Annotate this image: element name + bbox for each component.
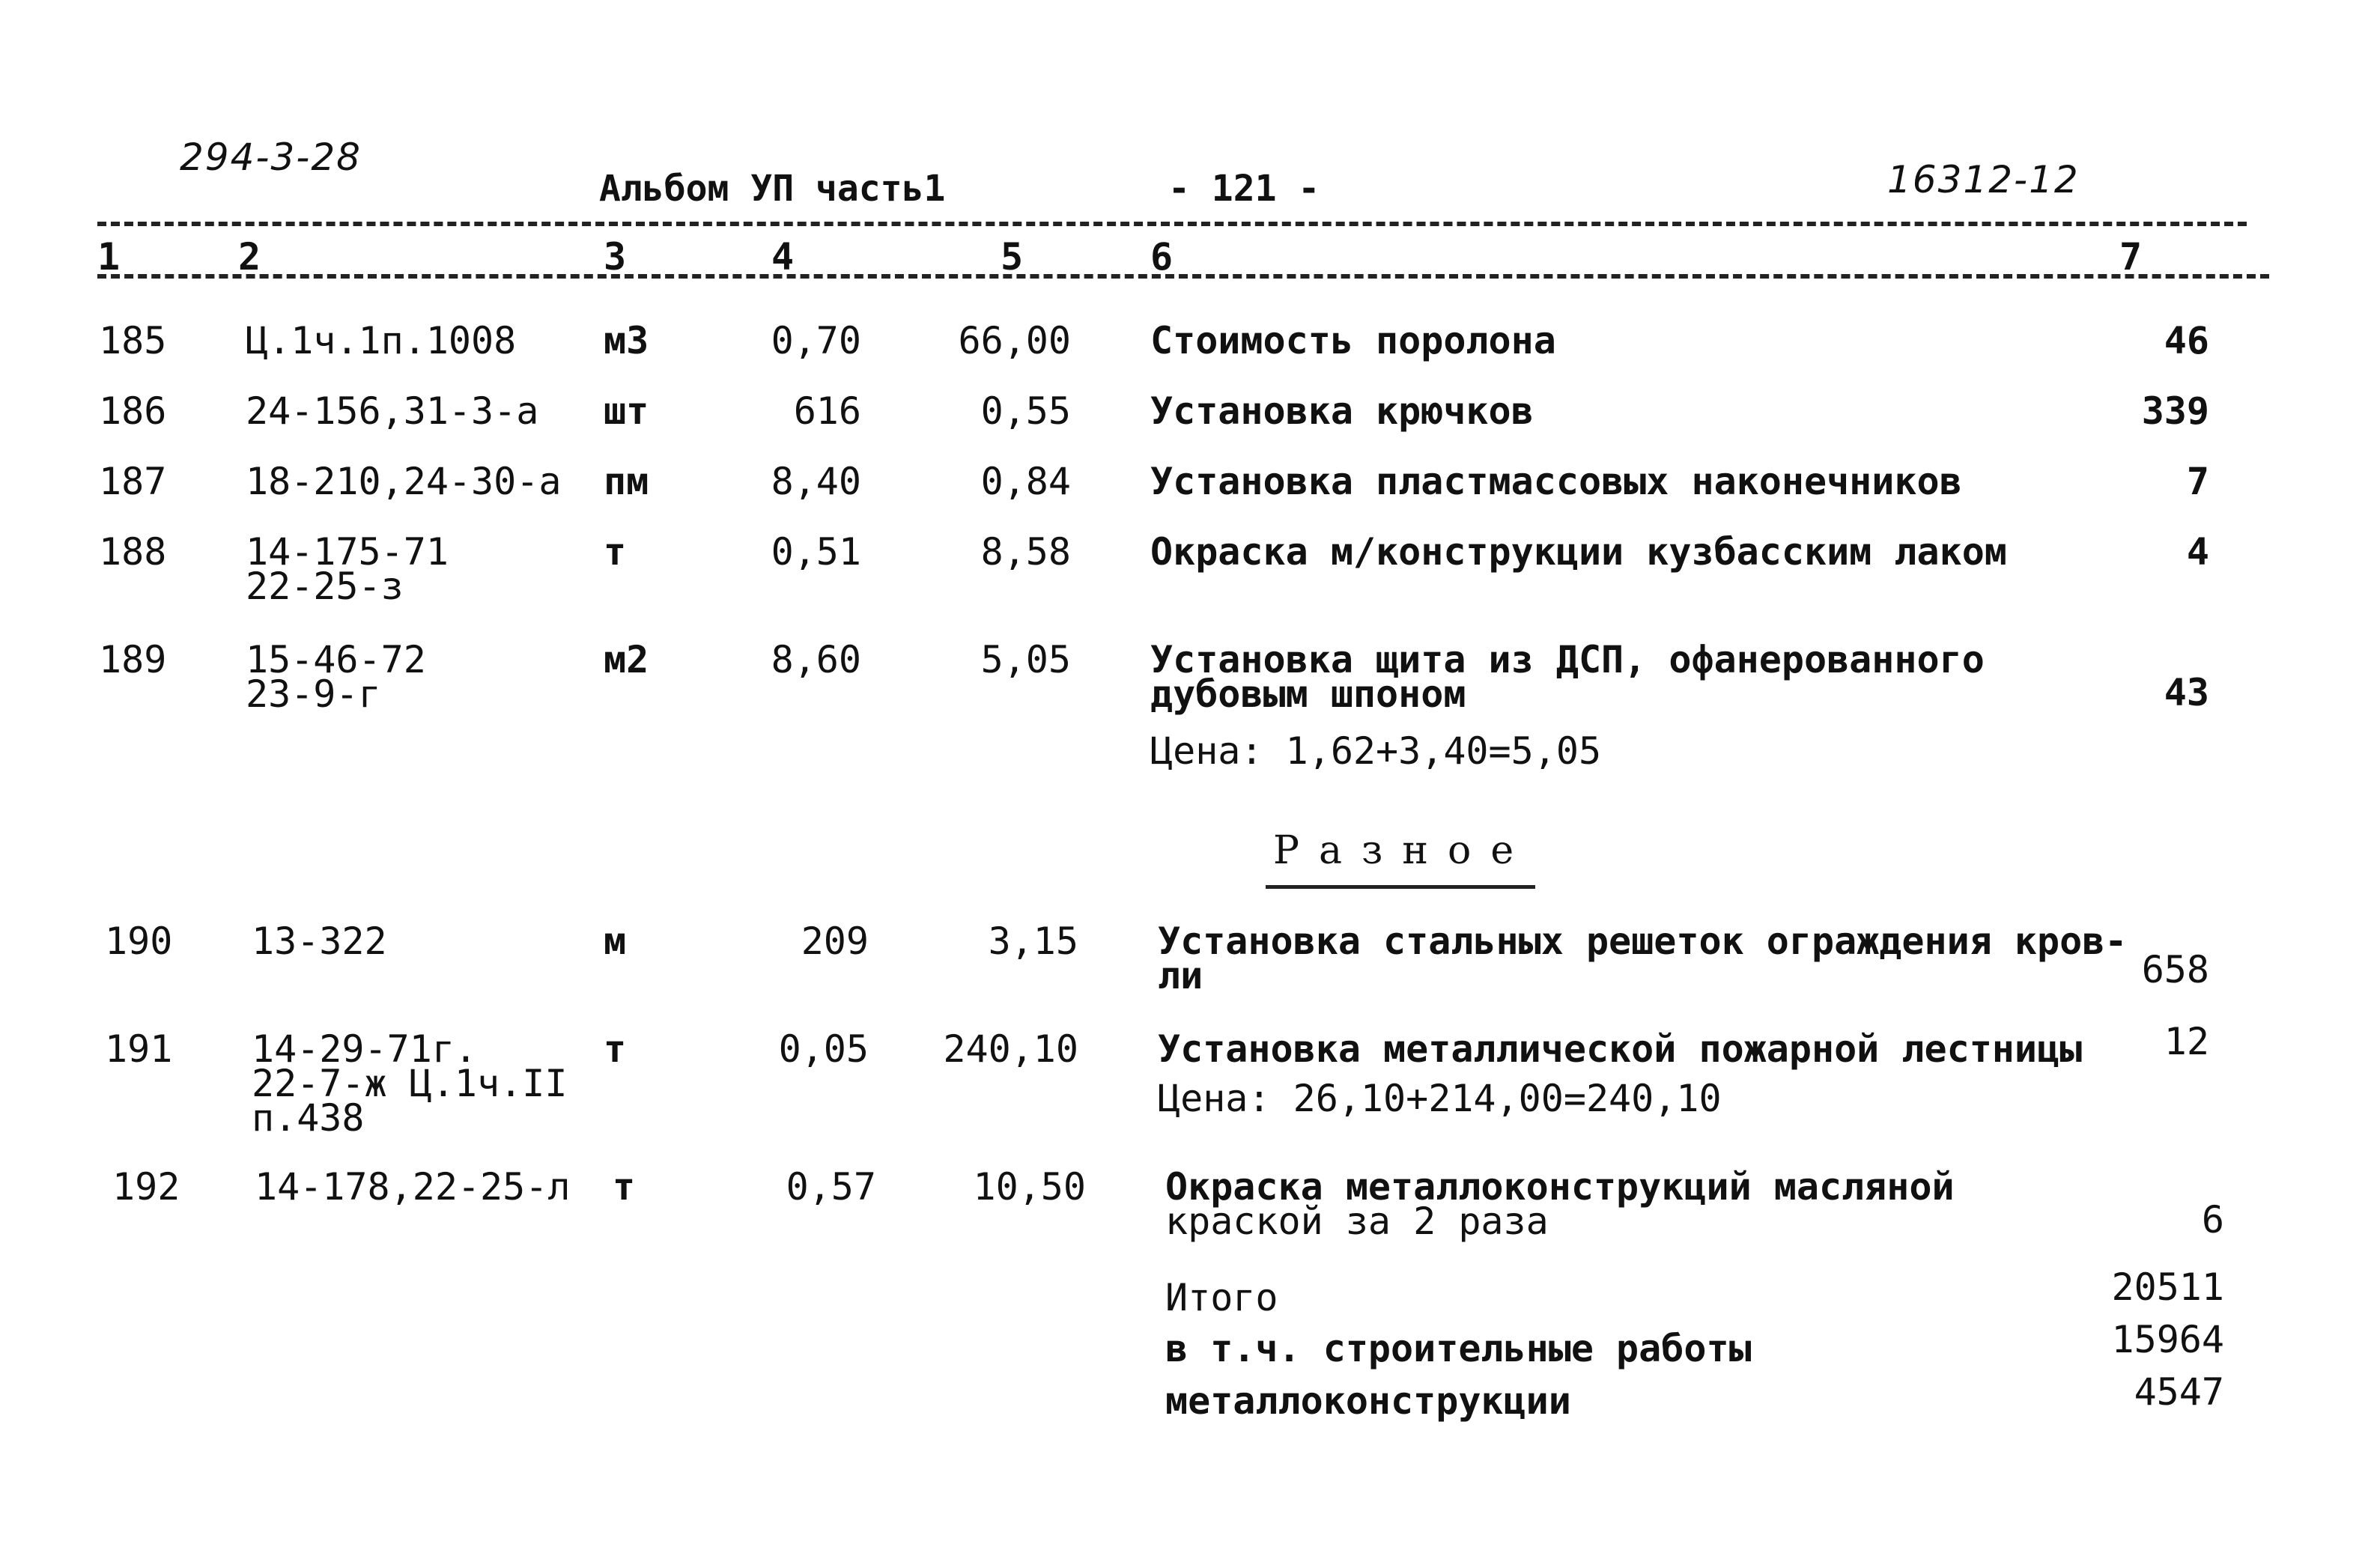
construction-works-label: в т.ч. строительные работы: [1165, 1327, 1752, 1370]
section-heading-underline: [1266, 885, 1535, 889]
album-title: Альбом УП часть1: [599, 168, 946, 210]
rate-code-line: 22-25-з: [246, 565, 404, 608]
work-description: Окраска м/конструкции кузбасским лаком: [1150, 530, 2007, 574]
quantity: 0,70: [771, 319, 861, 362]
unit-price: 3,15: [988, 920, 1078, 963]
total-cost: 658: [2141, 948, 2209, 991]
rate-code: Ц.1ч.1п.1008: [246, 319, 517, 362]
row-number: 187: [99, 460, 167, 503]
total-cost: 339: [2141, 389, 2209, 433]
unit-price: 8,58: [980, 530, 1071, 574]
rate-code-line: 23-9-г: [246, 672, 381, 716]
quantity: 0,51: [771, 530, 861, 574]
column-7-label: 7: [2119, 235, 2143, 279]
work-description: Установка крючков: [1150, 389, 1534, 433]
column-6-label: 6: [1150, 235, 1174, 279]
section-heading: Разное: [1273, 828, 1534, 873]
unit: м3: [604, 319, 649, 362]
header-rule: [97, 222, 2247, 226]
column-number-rule: [97, 274, 2269, 279]
total-cost: 4: [2186, 530, 2209, 574]
unit-price: 0,84: [980, 460, 1071, 503]
quantity: 0,05: [778, 1027, 869, 1071]
unit: т: [613, 1165, 636, 1209]
grand-total: 20511: [2111, 1265, 2224, 1309]
row-number: 185: [99, 319, 167, 362]
row-number: 188: [99, 530, 167, 574]
rate-code: 18-210,24-30-а: [246, 460, 562, 503]
unit: шт: [604, 389, 649, 433]
unit-price: 66,00: [958, 319, 1071, 362]
unit-price: 240,10: [943, 1027, 1078, 1071]
rate-code: 14-178,22-25-л: [255, 1165, 571, 1209]
work-description-line: ли: [1158, 954, 1203, 997]
work-description-line: краской за 2 раза: [1165, 1200, 1549, 1243]
row-number: 192: [112, 1165, 180, 1209]
page-number: - 121 -: [1168, 168, 1320, 210]
column-1-label: 1: [97, 235, 121, 279]
rate-code-line: п.438: [252, 1096, 365, 1140]
unit: пм: [604, 460, 649, 503]
rate-code: 14-29-71г.: [252, 1027, 478, 1071]
work-description: Установка щита из ДСП, офанерованного: [1150, 638, 1985, 681]
rate-code: 14-175-71: [246, 530, 449, 574]
metal-structures-total: 4547: [2134, 1370, 2224, 1414]
construction-works-total: 15964: [2111, 1318, 2224, 1361]
total-cost: 6: [2201, 1198, 2224, 1242]
work-description: Стоимость поролона: [1150, 319, 1556, 362]
row-number: 190: [105, 920, 173, 963]
price-note: Цена: 26,10+214,00=240,10: [1158, 1077, 1722, 1120]
row-number: 189: [99, 638, 167, 681]
unit-price: 10,50: [973, 1165, 1086, 1209]
metal-structures-label: металлоконструкции: [1165, 1379, 1571, 1423]
price-note: Цена: 1,62+3,40=5,05: [1150, 729, 1602, 773]
total-label: Итого: [1165, 1276, 1278, 1319]
quantity: 209: [801, 920, 869, 963]
total-cost: 43: [2164, 671, 2209, 714]
unit: т: [604, 530, 627, 574]
total-cost: 46: [2164, 319, 2209, 362]
unit: м: [604, 920, 627, 963]
work-description: Установка металлической пожарной лестницы: [1158, 1027, 2083, 1071]
quantity: 8,40: [771, 460, 861, 503]
document-code: 294-3-28: [180, 136, 362, 179]
rate-code: 24-156,31-3-а: [246, 389, 539, 433]
unit-price: 0,55: [980, 389, 1071, 433]
column-3-label: 3: [604, 235, 627, 279]
inventory-number: 16312-12: [1887, 158, 2080, 201]
rate-code-line: 22-7-ж Ц.1ч.II: [252, 1062, 568, 1105]
quantity: 8,60: [771, 638, 861, 681]
row-number: 191: [105, 1027, 173, 1071]
column-4-label: 4: [771, 235, 795, 279]
row-number: 186: [99, 389, 167, 433]
unit-price: 5,05: [980, 638, 1071, 681]
work-description: Установка пластмассовых наконечников: [1150, 460, 1962, 503]
column-2-label: 2: [238, 235, 261, 279]
unit: т: [604, 1027, 627, 1071]
work-description-line: дубовым шпоном: [1150, 672, 1466, 716]
total-cost: 7: [2186, 460, 2209, 503]
column-5-label: 5: [1001, 235, 1024, 279]
quantity: 616: [793, 389, 861, 433]
rate-code: 13-322: [252, 920, 387, 963]
rate-code: 15-46-72: [246, 638, 426, 681]
total-cost: 12: [2164, 1020, 2209, 1063]
quantity: 0,57: [786, 1165, 876, 1209]
unit: м2: [604, 638, 649, 681]
work-description: Установка стальных решеток ограждения кров-: [1158, 920, 2128, 963]
work-description: Окраска металлоконструкций масляной: [1165, 1165, 1955, 1209]
